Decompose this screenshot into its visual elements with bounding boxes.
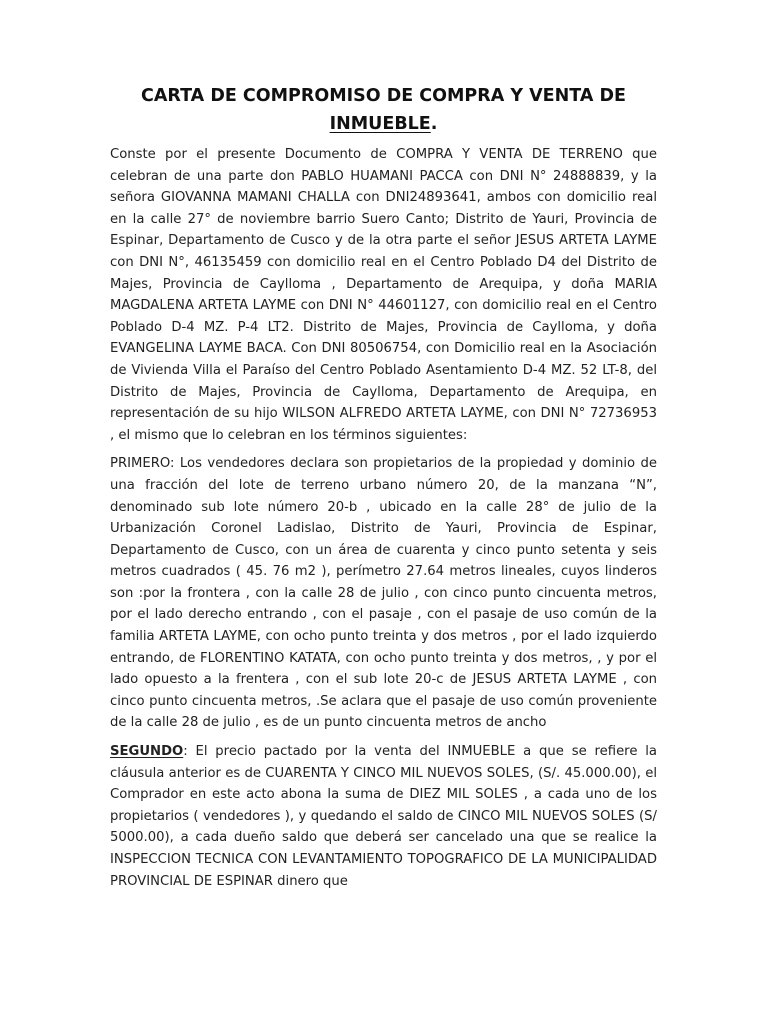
title-line-2 — [110, 110, 657, 138]
document-title — [110, 82, 657, 138]
segundo-label: SEGUNDO — [110, 744, 184, 760]
primero-paragraph: PRIMERO: Los vendedores declara son propietarios de la propiedad y dominio de una fracción del lote de terreno urbano número 20, de la manzana “N”, denominado sub lote número 20-b , ubicado en la calle 28° de julio de la Urbanización Coronel Ladislao, Distrito de Yauri, Provincia de Espinar, Departamento de Cusco, con un área de cuarenta y cinco punto setenta y seis metros cuadrados ( 45. 76 m2 ), perímetro 27.64 metros lineales, cuyos linderos son :por la frontera , con la calle 28 de julio , con cinco punto cincuenta metros, por el lado derecho entrando , con el pasaje , con el pasaje de uso común de la familia ARTETA LAYME, con ocho punto treinta y dos metros , por el lado izquierdo entrando, de FLORENTINO KATATA, con ocho punto treinta y dos metros, , y por el lado opuesto a la frentera , con el sub lote 20-c de JESUS ARTETA LAYME , con cinco punto cincuenta metros, .Se aclara que el pasaje de uso común proveniente de la calle 28 de julio , es de un punto cincuenta metros de ancho — [110, 456, 657, 731]
intro-paragraph: Conste por el presente Documento de COMPRA Y VENTA DE TERRENO que celebran de una parte don PABLO HUAMANI PACCA con DNI N° 24888839, y la señora GIOVANNA MAMANI CHALLA con DNI24893641, ambos con domicilio real en la calle 27° de noviembre barrio Suero Canto; Distrito de Yauri, Provincia de Espinar, Departamento de Cusco y de la otra parte el señor JESUS ARTETA LAYME con DNI N°, 46135459 con domicilio real en el Centro Poblado D4 del Distrito de Majes, Provincia de Caylloma , Departamento de Arequipa, y doña MARIA MAGDALENA ARTETA LAYME con DNI N° 44601127, con domicilio real en el Centro Poblado D-4 MZ. P-4 LT2. Distrito de Majes, Provincia de Caylloma, y doña EVANGELINA LAYME BACA. Con DNI 80506754, con Domicilio real en la Asociación de Vivienda Villa el Paraíso del Centro Poblado Asentamiento D-4 MZ. 52 LT-8, del Distrito de Majes, Provincia de Caylloma, Departamento de Arequipa, en representación de su hijo WILSON ALFREDO ARTETA LAYME, con DNI N° 72736953 , el mismo que lo celebran en los términos siguientes: — [110, 147, 657, 443]
segundo-text: : El precio pactado por la venta del INMUEBLE a que se refiere la cláusula anterior es de CUARENTA Y CINCO MIL NUEVOS SOLES, (S/. 45.000.00), el Comprador en este acto abona la suma de DIEZ MIL SOLES , a cada uno de los propietarios ( vendedores ), y quedando el saldo de CINCO MIL NUEVOS SOLES (S/ 5000.00), a cada dueño saldo que deberá ser cancelado una que se realice la INSPECCION TECNICA CON LEVANTAMIENTO TOPOGRAFICO DE LA MUNICIPALIDAD PROVINCIAL DE ESPINAR dinero que — [110, 744, 657, 889]
segundo-paragraph — [110, 741, 657, 892]
title-line-1: CARTA DE COMPROMISO DE COMPRA Y VENTA DE — [141, 86, 626, 106]
document-page — [110, 82, 657, 899]
title-period: . — [430, 114, 438, 134]
title-inmueble: INMUEBLE — [329, 114, 431, 134]
